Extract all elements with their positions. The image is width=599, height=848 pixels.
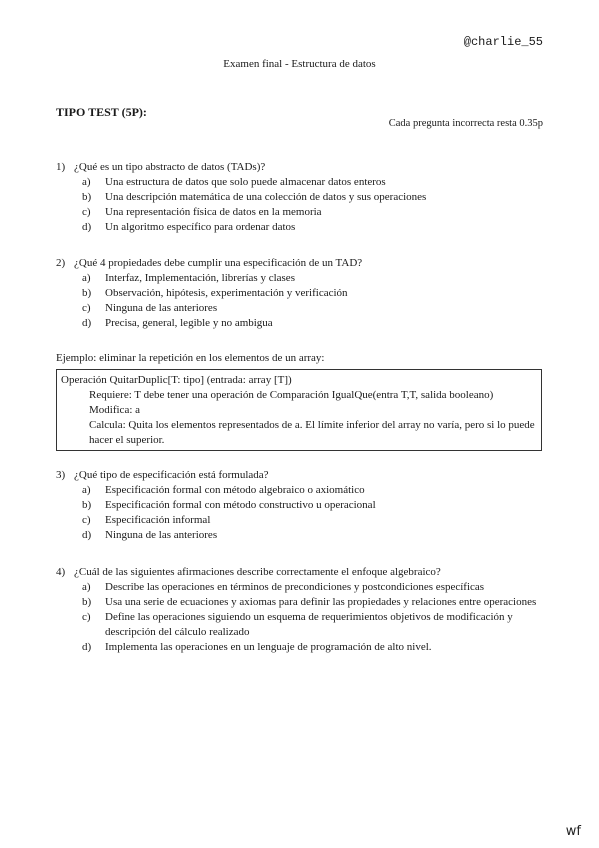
operation-signature: Operación QuitarDuplic[T: tipo] (entrada: array [T]) <box>61 374 292 386</box>
option-text: Ninguna de las anteriores <box>105 302 218 314</box>
option-text: Una descripción matemática de una colección de datos y sus operaciones <box>105 191 427 203</box>
option-b <box>82 286 556 301</box>
option-text: Un algoritmo específico para ordenar datos <box>105 221 296 233</box>
example-label: Ejemplo: eliminar la repetición en los elementos de un array: <box>56 352 325 364</box>
option-text: Precisa, general, legible y no ambigua <box>105 317 273 329</box>
author-handle: @charlie_55 <box>463 35 543 49</box>
question-text: ¿Qué es un tipo abstracto de datos (TADs)? <box>74 161 266 173</box>
option-text: Describe las operaciones en términos de precondiciones y postcondiciones específicas <box>105 581 485 593</box>
question-1 <box>56 160 556 235</box>
option-b <box>82 498 556 513</box>
question-text: ¿Qué tipo de especificación está formulada? <box>74 469 269 481</box>
option-list <box>56 483 556 543</box>
option-a <box>82 483 556 498</box>
option-text: Interfaz, Implementación, librerías y clases <box>105 272 295 284</box>
option-letter: c) <box>82 611 91 623</box>
option-letter: b) <box>82 499 92 511</box>
option-text: Una representación física de datos en la memoria <box>105 206 322 218</box>
question-number: 3) <box>56 469 66 481</box>
option-letter: d) <box>82 317 92 329</box>
option-letter: a) <box>82 484 91 496</box>
option-c <box>82 301 556 316</box>
option-text: Una estructura de datos que solo puede almacenar datos enteros <box>105 176 386 188</box>
option-text: Implementa las operaciones en un lenguaje de programación de alto nivel. <box>105 641 432 653</box>
option-letter: b) <box>82 596 92 608</box>
question-3 <box>56 468 556 543</box>
question-stem <box>56 468 556 483</box>
option-letter: a) <box>82 272 91 284</box>
section-heading: TIPO TEST (5P): <box>56 105 147 119</box>
option-d <box>82 640 556 655</box>
option-letter: a) <box>82 581 91 593</box>
option-list <box>56 271 556 331</box>
question-number: 1) <box>56 161 66 173</box>
option-d <box>82 316 556 331</box>
question-4 <box>56 565 556 655</box>
question-number: 2) <box>56 257 66 269</box>
exam-title: Examen final - Estructura de datos <box>223 58 376 70</box>
question-stem <box>56 256 556 271</box>
option-c <box>82 513 556 528</box>
option-d <box>82 528 556 543</box>
question-2 <box>56 256 556 331</box>
question-stem <box>56 565 556 580</box>
option-list <box>56 580 556 655</box>
option-c <box>82 610 556 640</box>
option-a <box>82 175 556 190</box>
option-letter: b) <box>82 287 92 299</box>
option-letter: c) <box>82 302 91 314</box>
question-stem <box>56 160 556 175</box>
option-a <box>82 271 556 286</box>
example-box <box>56 369 542 451</box>
option-d <box>82 220 556 235</box>
option-letter: c) <box>82 514 91 526</box>
option-text: Observación, hipótesis, experimentación y verificación <box>105 287 348 299</box>
option-letter: b) <box>82 191 92 203</box>
footer-mark: wf <box>565 824 581 839</box>
penalty-note: Cada pregunta incorrecta resta 0.35p <box>388 118 543 129</box>
option-a <box>82 580 556 595</box>
option-letter: d) <box>82 221 92 233</box>
question-text: ¿Qué 4 propiedades debe cumplir una especificación de un TAD? <box>74 257 363 269</box>
option-b <box>82 595 556 610</box>
operation-modifies: Modifica: a <box>89 404 141 416</box>
question-text: ¿Cuál de las siguientes afirmaciones describe correctamente el enfoque algebraico? <box>74 566 441 578</box>
question-number: 4) <box>56 566 66 578</box>
option-text: Especificación informal <box>105 514 211 526</box>
option-letter: c) <box>82 206 91 218</box>
option-letter: d) <box>82 641 92 653</box>
option-b <box>82 190 556 205</box>
option-list <box>56 175 556 235</box>
option-c <box>82 205 556 220</box>
option-text: Ninguna de las anteriores <box>105 529 218 541</box>
option-text: Define las operaciones siguiendo un esquema de requerimientos objetivos de modificación y descripción del cálculo realizado <box>105 611 513 638</box>
option-text: Especificación formal con método algebraico o axiomático <box>105 484 365 496</box>
option-text: Usa una serie de ecuaciones y axiomas para definir las propiedades y relaciones entre operaciones <box>105 596 537 608</box>
option-letter: a) <box>82 176 91 188</box>
option-letter: d) <box>82 529 92 541</box>
operation-computes: Calcula: Quita los elementos representados de a. El límite inferior del array no varía, pero si lo puede hacer el superior. <box>89 419 535 446</box>
option-text: Especificación formal con método constructivo u operacional <box>105 499 376 511</box>
operation-requires: Requiere: T debe tener una operación de Comparación IgualQue(entra T,T, salida booleano) <box>89 389 494 401</box>
